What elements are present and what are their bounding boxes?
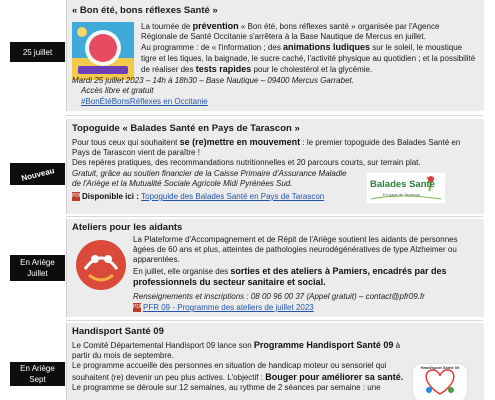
section-bon-ete bbox=[66, 0, 484, 111]
pfr-link-line bbox=[133, 303, 314, 313]
funding-text: Gratuit, grâce au soutien financier de la Caisse Primaire d'Assurance Maladie de l'Ariège et la Mutualité Sociale Agricole Midi Pyrénées Sud. bbox=[72, 169, 347, 189]
section-text: Pour tous ceux qui souhaitent se (re)mettre en mouvement : le premier topoguide des Balades Santé en Pays de Tarascon vient de paraître ! Des repères pratiques, des recommandations nutritionnelles et 20 parcours courts, sur terrain plat. bbox=[72, 137, 461, 168]
region-tag-sept: En Ariège Sept bbox=[10, 362, 65, 386]
section-title: Handisport Santé 09 bbox=[72, 326, 164, 337]
pfr-logo-image bbox=[75, 239, 127, 291]
section-text: La tournée de prévention « Bon été, bons réflexes santé » organisée par l'Agence Régionale de Santé Occitanie s'arrêtera à la Base Nautique de Mercus en juillet. Au programme : de « l'information ; des animations ludiques sur le soleil, le moustique tigre et les tiques, la baignade, le sucre caché, l'activité physique au quotidien ; et la possibilité de réaliser des tests rapides pour le cholestérol et la glycémie. bbox=[141, 21, 476, 74]
section-topoguide bbox=[66, 119, 484, 214]
event-date: Mardi 25 juillet 2023 – 14h à 18h30 – Base Nautique – 09400 Mercus Garrabet. bbox=[72, 76, 354, 85]
section-title: « Bon été, bons réflexes Santé » bbox=[72, 5, 218, 16]
divider bbox=[66, 115, 483, 116]
logo-text: Handisport Santé 09 bbox=[420, 365, 460, 370]
event-access: Accès libre et gratuit bbox=[81, 86, 154, 95]
contact-info: Renseignements et inscriptions : 08 00 96 00 37 (Appel gratuit) – contact@pfr09.fr bbox=[133, 292, 425, 301]
date-tag-25-juillet: 25 juillet bbox=[10, 42, 65, 62]
bon-ete-poster-image bbox=[72, 22, 134, 80]
logo-sub: En pays de Tarascon bbox=[383, 192, 421, 197]
section-title: Ateliers pour les aidants bbox=[72, 222, 183, 233]
handisport-logo bbox=[412, 363, 468, 400]
divider bbox=[66, 320, 483, 321]
section-text: La Plateforme d'Accompagnement et de Répit de l'Ariège soutient les aidants de personnes âgées de 60 ans et plus, atteintes de pathologies neurodégénératives de type Alzheimer ou apparentées. En juillet, elle organise des sorties et des ateliers à Pamiers, encadrés par des professionnels du secteur sanitaire et social. bbox=[133, 235, 458, 287]
balades-sante-logo bbox=[367, 173, 445, 203]
pdf-icon: PDF bbox=[133, 304, 143, 311]
section-aidants bbox=[66, 219, 484, 317]
section-handisport bbox=[66, 323, 484, 400]
new-tag: Nouveau bbox=[10, 163, 65, 185]
pdf-icon: PDF bbox=[72, 193, 82, 200]
hashtag-link[interactable]: #BonÉtéBonsRéflexes en Occitanie bbox=[81, 97, 208, 106]
availability: PDFDisponible ici : Topoguide des Balades Santé en Pays de Tarascon bbox=[72, 192, 325, 201]
region-tag-juillet: En Ariège Juillet bbox=[10, 255, 65, 281]
pfr-programme-link[interactable]: PFR 09 - Programme des ateliers de juillet 2023 bbox=[143, 303, 314, 312]
logo-text: Balades Santé bbox=[370, 179, 435, 190]
section-text: Le Comité Départemental Handisport 09 lance son Programme Handisport Santé 09 à partir du mois de septembre. Le programme accueille des personnes en situation de handicap moteur ou sensoriel qui souhaitent (re) devenir un peu plus actives. L'objectif : Bouger pour améliorer sa santé. Le programme se déroule sur 12 semaines, au rythme de 2 séances par semaine : une bbox=[72, 340, 404, 392]
topoguide-link[interactable]: Topoguide des Balades Santé en Pays de Tarascon bbox=[141, 192, 325, 201]
divider bbox=[66, 216, 483, 217]
section-title: Topoguide « Balades Santé en Pays de Tarascon » bbox=[72, 123, 300, 134]
